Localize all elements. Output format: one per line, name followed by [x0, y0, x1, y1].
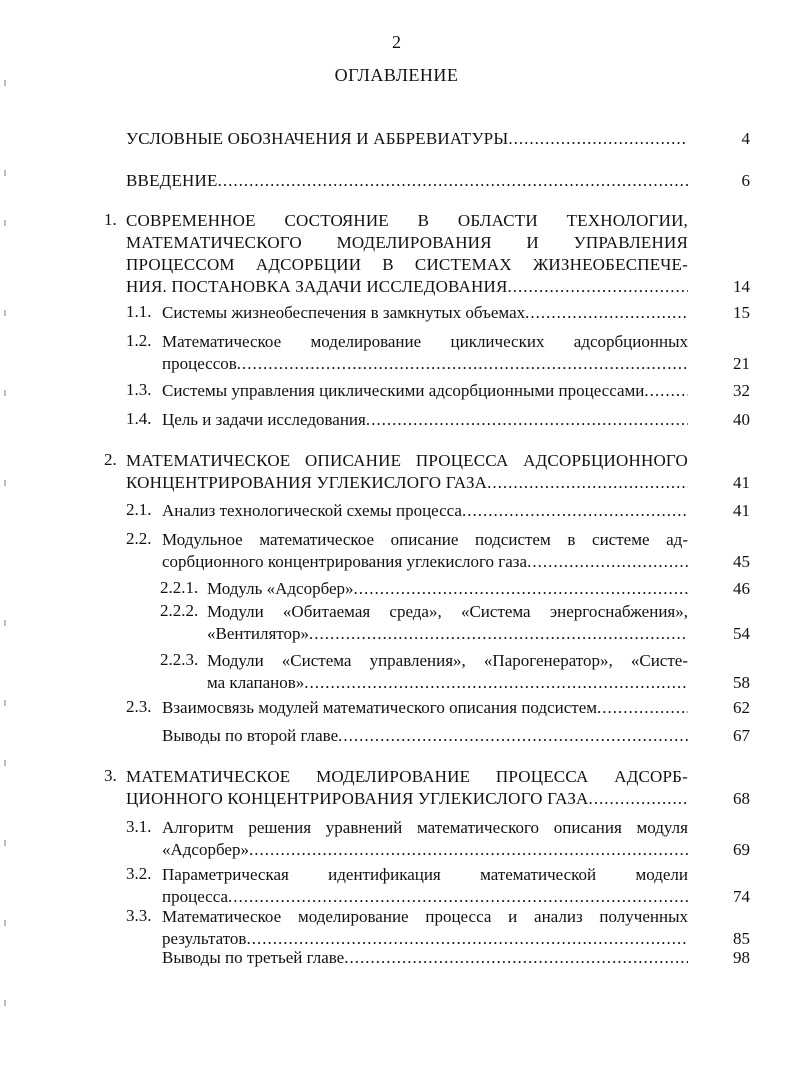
toc-entry-line [126, 788, 688, 810]
dot-leader [525, 302, 688, 324]
toc-entry-number: 2.1. [126, 500, 152, 519]
toc-entry-page: 15 [733, 303, 750, 322]
page-title: ОГЛАВЛЕНИЕ [334, 65, 459, 85]
toc-entry-number: 1.2. [126, 331, 152, 350]
dot-leader [508, 128, 688, 150]
toc-entry-number: 1.3. [126, 380, 152, 399]
toc-entry-title: Модуль «Адсорбер» [207, 579, 354, 598]
toc-entry-line [207, 578, 688, 600]
toc-entry-page: 85 [733, 929, 750, 948]
toc-entry-number: 2.2. [126, 529, 152, 548]
toc-entry-line [162, 353, 688, 375]
toc-entry-page: 21 [733, 354, 750, 373]
toc-entry-line [162, 500, 688, 522]
toc-entry-page: 62 [733, 698, 750, 717]
dot-leader [462, 500, 688, 522]
toc-entry-line: Модульное математическое описание подсистем в системе ад- [162, 530, 688, 549]
toc-entry-page: 74 [733, 887, 750, 906]
toc-entry-line: Математическое моделирование циклических адсорбционных [162, 332, 688, 351]
toc-entry-line [207, 672, 688, 694]
toc-entry-line: МАТЕМАТИЧЕСКОЕ МОДЕЛИРОВАНИЕ ПРОЦЕССА АДСОРБ- [126, 767, 688, 786]
dot-leader [344, 947, 688, 969]
toc-entry-page: 98 [733, 948, 750, 967]
toc-entry-line: МАТЕМАТИЧЕСКОЕ ОПИСАНИЕ ПРОЦЕССА АДСОРБЦИОННОГО [126, 451, 688, 470]
toc-entry-title: Анализ технологической схемы процесса [162, 501, 462, 520]
toc-entry-page: 45 [733, 552, 750, 571]
toc-entry-line: МАТЕМАТИЧЕСКОГО МОДЕЛИРОВАНИЯ И УПРАВЛЕНИЯ [126, 233, 688, 252]
toc-entry-page: 32 [733, 381, 750, 400]
toc-entry-title: НИЯ. ПОСТАНОВКА ЗАДАЧИ ИССЛЕДОВАНИЯ [126, 277, 508, 296]
toc-entry-line [162, 409, 688, 431]
toc-entry-page: 46 [733, 579, 750, 598]
toc-entry-title: Выводы по третьей главе [162, 948, 345, 967]
toc-entry-number: 2.3. [126, 697, 152, 716]
toc-entry-line [162, 886, 688, 908]
toc-entry-line [162, 725, 688, 747]
toc-entry-line [126, 276, 688, 298]
toc-entry-title: Системы жизнеобеспечения в замкнутых объемах [162, 303, 526, 322]
dot-leader [366, 409, 688, 431]
toc-entry-number: 3.1. [126, 817, 152, 836]
toc-entry-page: 41 [733, 473, 750, 492]
toc-entry-number: 3. [104, 766, 117, 785]
toc-entry-title: Выводы по второй главе [162, 726, 339, 745]
toc-entry-number: 2.2.2. [160, 601, 199, 620]
toc-entry-title: процессов [162, 354, 237, 373]
dot-leader [527, 551, 688, 573]
toc-entry-page: 6 [741, 171, 750, 190]
page-number: 2 [392, 32, 401, 52]
toc-entry-line: Параметрическая идентификация математической модели [162, 865, 688, 884]
toc-entry-page: 40 [733, 410, 750, 429]
toc-entry-line [162, 697, 688, 719]
dot-leader [644, 380, 688, 402]
toc-entry-title: ВВЕДЕНИЕ [126, 171, 218, 190]
toc-entry-page: 58 [733, 673, 750, 692]
toc-entry-number: 1. [104, 210, 117, 229]
toc-entry-line: Алгоритм решения уравнений математического описания модуля [162, 818, 688, 837]
toc-entry-title: процесса [162, 887, 229, 906]
toc-entry-number: 3.3. [126, 906, 152, 925]
dot-leader [218, 170, 688, 192]
toc-entry-number: 1.4. [126, 409, 152, 428]
toc-entry-page: 54 [733, 624, 750, 643]
dot-leader [249, 839, 688, 861]
toc-entry-page: 14 [733, 277, 750, 296]
toc-entry-line [126, 170, 688, 192]
toc-entry-line [207, 623, 688, 645]
dot-leader [338, 725, 688, 747]
toc-entry-title: ма клапанов» [207, 673, 305, 692]
toc-entry-line: ПРОЦЕССОМ АДСОРБЦИИ В СИСТЕМАХ ЖИЗНЕОБЕСПЕЧЕ- [126, 255, 688, 274]
toc-entry-title: «Вентилятор» [207, 624, 310, 643]
toc-entry-line: Модули «Система управления», «Парогенератор», «Систе- [207, 651, 688, 670]
dot-leader [237, 353, 688, 375]
toc-entry-number: 1.1. [126, 302, 152, 321]
toc-entry-number: 2. [104, 450, 117, 469]
toc-entry-page: 41 [733, 501, 750, 520]
toc-entry-line: Математическое моделирование процесса и анализ полученных [162, 907, 688, 926]
dot-leader [589, 788, 688, 810]
toc-entry-line [126, 128, 688, 150]
toc-entry-page: 4 [741, 129, 750, 148]
toc-entry-line [162, 302, 688, 324]
toc-entry-title: Цель и задачи исследования [162, 410, 366, 429]
toc-entry-number: 2.2.1. [160, 578, 199, 597]
dot-leader [354, 578, 688, 600]
toc-entry-title: «Адсорбер» [162, 840, 249, 859]
toc-entry-line [162, 380, 688, 402]
scan-edge-marks [4, 60, 10, 1060]
dot-leader [228, 886, 688, 908]
dot-leader [487, 472, 688, 494]
toc-entry-number: 2.2.3. [160, 650, 199, 669]
toc-entry-title: УСЛОВНЫЕ ОБОЗНАЧЕНИЯ И АББРЕВИАТУРЫ [126, 129, 509, 148]
toc-entry-title: Взаимосвязь модулей математического описания подсистем [162, 698, 598, 717]
toc-entry-line [162, 947, 688, 969]
dot-leader [507, 276, 688, 298]
toc-entry-title: ЦИОННОГО КОНЦЕНТРИРОВАНИЯ УГЛЕКИСЛОГО ГАЗА [126, 789, 589, 808]
toc-entry-page: 67 [733, 726, 750, 745]
dot-leader [304, 672, 688, 694]
toc-entry-title: результатов [162, 929, 247, 948]
toc-entry-title: КОНЦЕНТРИРОВАНИЯ УГЛЕКИСЛОГО ГАЗА [126, 473, 488, 492]
toc-entry-page: 68 [733, 789, 750, 808]
toc-entry-line: СОВРЕМЕННОЕ СОСТОЯНИЕ В ОБЛАСТИ ТЕХНОЛОГИИ, [126, 211, 688, 230]
toc-entry-page: 69 [733, 840, 750, 859]
toc-entry-number: 3.2. [126, 864, 152, 883]
toc-entry-line [162, 839, 688, 861]
toc-entry-title: сорбционного концентрирования углекислого газа [162, 552, 528, 571]
toc-entry-title: Системы управления циклическими адсорбционными процессами [162, 381, 645, 400]
toc-entry-line: Модули «Обитаемая среда», «Система энергоснабжения», [207, 602, 688, 621]
toc-entry-line [126, 472, 688, 494]
dot-leader [309, 623, 688, 645]
toc-entry-line [162, 551, 688, 573]
dot-leader [597, 697, 688, 719]
